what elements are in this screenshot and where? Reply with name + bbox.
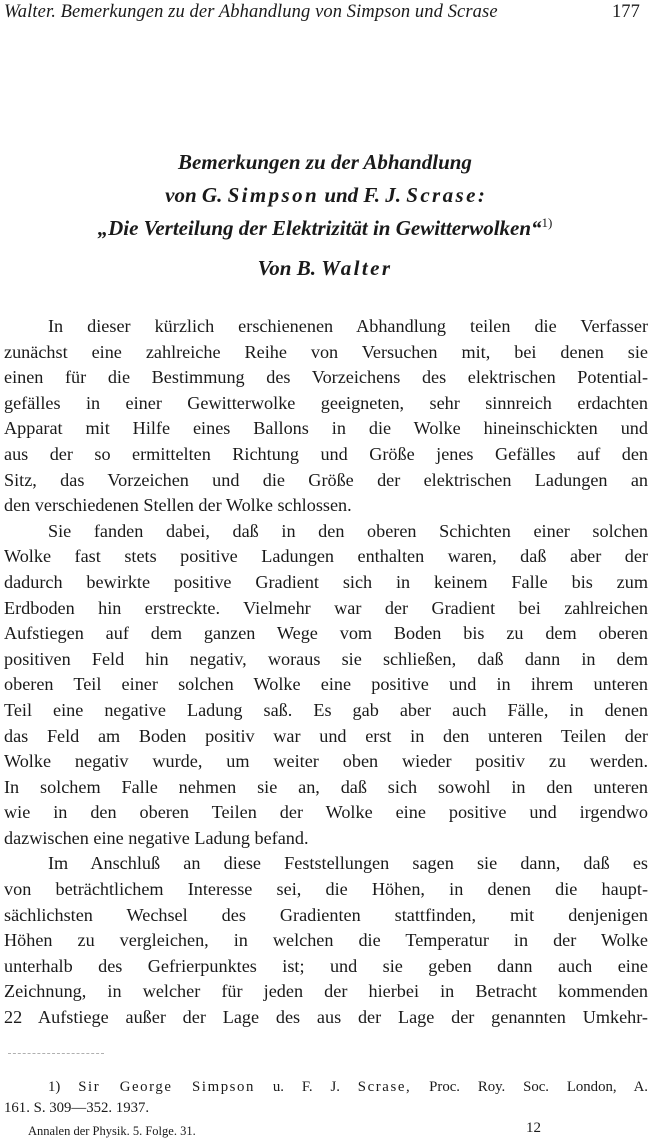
title-line-2-suffix: :	[477, 183, 485, 207]
body-line: positiven Feld hin negativ, woraus sie schließen, daß dann in dem	[4, 648, 648, 669]
body-line: In solchem Falle nehmen sie an, daß sich sowohl in den unteren	[4, 776, 648, 797]
body-line: zunächst eine zahlreiche Reihe von Versuchen mit, bei denen sie	[4, 341, 648, 362]
title-name-scrase: Scrase	[406, 183, 478, 207]
page-number: 177	[611, 2, 640, 22]
body-line: Höhen zu vergleichen, in welchen die Temperatur in der Wolke	[4, 930, 648, 951]
title-line-2-mid: und F. J.	[324, 183, 401, 207]
body-line: Aufstiegen auf dem ganzen Wege vom Boden bis zu dem oberen	[4, 623, 648, 644]
journal-line: Annalen der Physik. 5. Folge. 31.	[28, 1124, 196, 1138]
footnote-marker: 1)	[48, 1079, 61, 1095]
body-line: Apparat mit Hilfe eines Ballons in die Wolke hineinschickten und	[4, 418, 648, 439]
author-byline	[0, 256, 650, 281]
body-line: sächlichsten Wechsel des Gradienten stattfinden, mit denjenigen	[4, 904, 648, 925]
body-line: unterhalb des Gefrierpunktes ist; und sie geben dann auch eine	[4, 955, 648, 976]
body-line: dadurch bewirkte positive Gradient sich in keinem Falle bis zum	[4, 571, 648, 592]
article-title	[0, 146, 650, 245]
body-line: dazwischen eine negative Ladung befand.	[4, 827, 309, 848]
title-footnote-marker: 1)	[541, 215, 553, 230]
body-line: von beträchtlichem Interesse sei, die Höhen, in denen die haupt-	[4, 879, 648, 900]
title-line-2-prefix: von G.	[165, 183, 223, 207]
body-line: oberen Teil einer solchen Wolke eine positive und in ihrem unteren	[4, 674, 648, 695]
body-line: gefälles in einer Gewitterwolke geeigneten, sehr sinnreich erdachten	[4, 392, 648, 413]
running-header	[4, 2, 644, 23]
body-line: 22 Aufstiege außer der Lage des aus der Lage der genannten Umkehr-	[4, 1007, 648, 1028]
body-line: Im Anschluß an diese Feststellungen sagen sie dann, daß es	[48, 853, 648, 874]
body-line: einen für die Bestimmung des Vorzeichens des elektrischen Potential-	[4, 367, 648, 388]
author-name: Walter	[321, 256, 393, 280]
body-line: Wolke fast stets positive Ladungen enthalten waren, daß aber der	[4, 546, 648, 567]
title-line-2	[0, 179, 650, 212]
footnote-author-1: Sir George Simpson	[78, 1079, 256, 1095]
body-line: das Feld am Boden positiv war und erst in den unteren Teilen der	[4, 725, 648, 746]
body-line: Sie fanden dabei, daß in den oberen Schichten einer solchen	[48, 520, 648, 541]
page-footer	[28, 1120, 548, 1139]
title-line-3-text: „Die Verteilung der Elektrizität in Gewitterwolken“	[97, 216, 542, 240]
footnote-rule	[8, 1053, 104, 1054]
body-line: Zeichnung, in welcher für jeden der hierbei in Betracht kommenden	[4, 981, 648, 1002]
title-line-1: Bemerkungen zu der Abhandlung	[178, 150, 472, 174]
body-line: Sitz, das Vorzeichen und die Größe der elektrischen Ladungen an	[4, 469, 648, 490]
footnote-author-2: Scrase,	[357, 1079, 412, 1095]
body-line: den verschiedenen Stellen der Wolke schlossen.	[4, 495, 352, 516]
body-line: Erdboden hin erstreckte. Vielmehr war der Gradient bei zahlreichen	[4, 597, 648, 618]
body-text	[4, 314, 648, 1031]
footnote-line-1	[4, 1077, 648, 1098]
body-line: wie in den oberen Teilen der Wolke eine positive und irgendwo	[4, 802, 648, 823]
signature-mark: 12	[526, 1120, 541, 1136]
footnote	[4, 1077, 648, 1119]
title-name-simpson: Simpson	[227, 183, 320, 207]
body-line: Wolke negativ wurde, um weiter oben wieder positiv zu werden.	[4, 751, 648, 772]
footnote-source-1: Proc. Roy. Soc. London, A.	[429, 1079, 649, 1095]
body-line: Teil eine negative Ladung saß. Es gab aber auch Fälle, in denen	[4, 699, 648, 720]
body-line: In dieser kürzlich erschienenen Abhandlung teilen die Verfasser	[48, 316, 648, 336]
running-title: Walter. Bemerkungen zu der Abhandlung von Simpson und Scrase	[4, 2, 498, 22]
footnote-line-2: 161. S. 309—352. 1937.	[4, 1100, 150, 1116]
author-prefix: Von B.	[257, 256, 316, 280]
title-line-3	[0, 212, 650, 245]
footnote-conj: u. F. J.	[272, 1079, 340, 1095]
body-line: aus der so ermittelten Richtung und Größe jenes Gefälles auf den	[4, 443, 648, 464]
